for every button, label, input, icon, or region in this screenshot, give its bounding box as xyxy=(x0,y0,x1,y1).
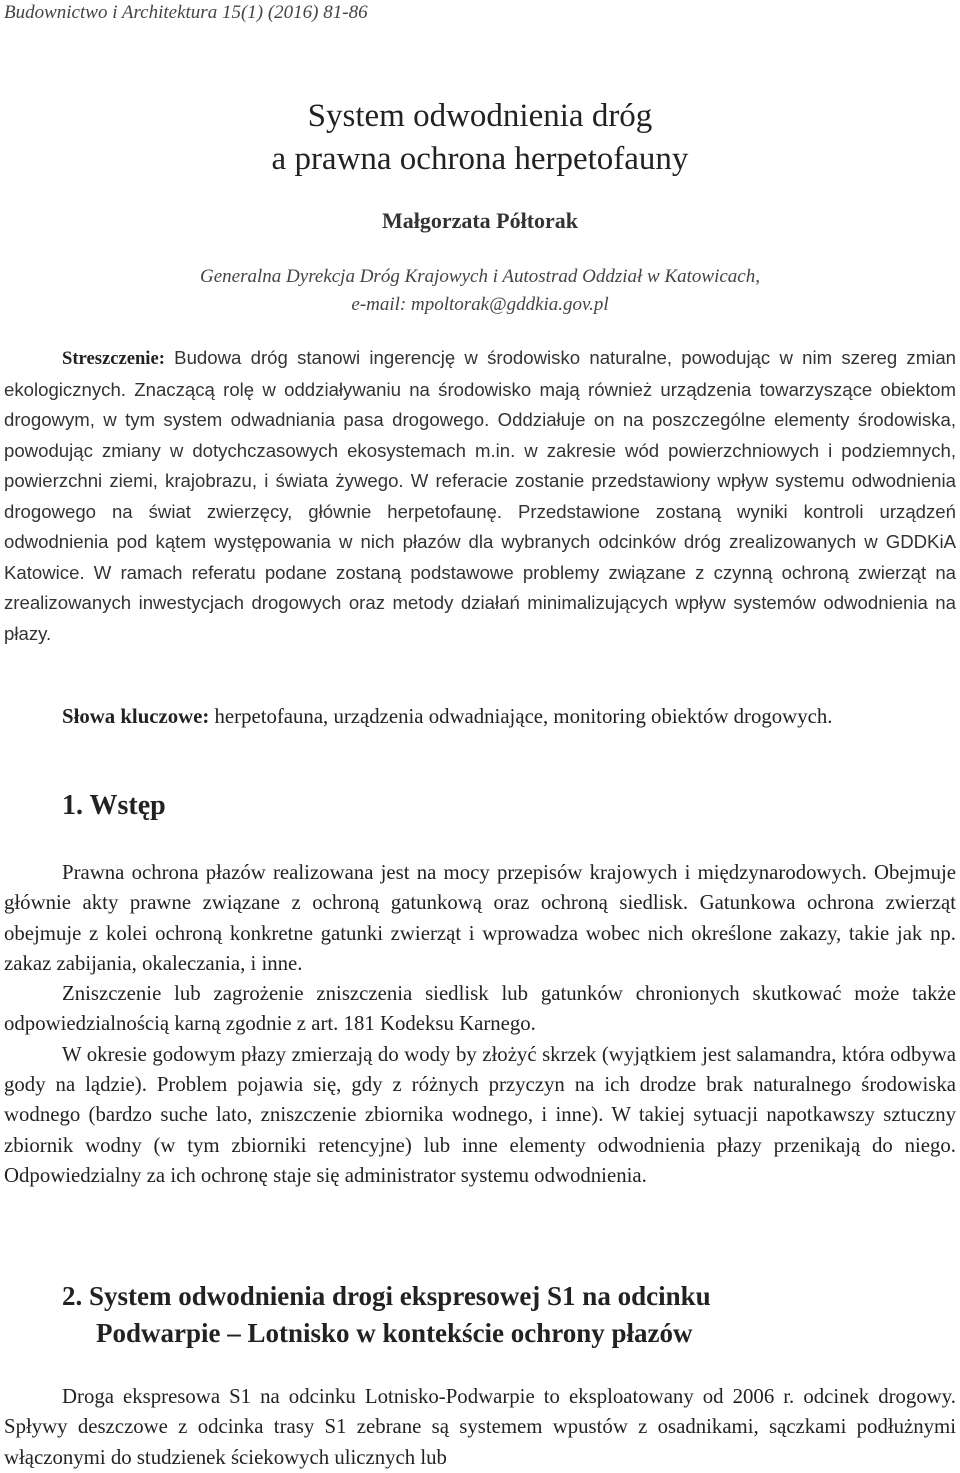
article-title-line-2: a prawna ochrona herpetofauny xyxy=(271,141,689,177)
keywords-text: herpetofauna, urządzenia odwadniające, monitoring obiektów drogowych. xyxy=(214,705,833,728)
section-2-heading-line-2: Podwarpie – Lotnisko w kontekście ochrony płazów xyxy=(96,1318,693,1348)
section-1-paragraph: W okresie godowym płazy zmierzają do wody by złożyć skrzek (wyjątkiem jest salamandra, która odbywa gody na lądzie). Problem pojawia się, gdy z różnych przyczyn na ich drodze brak naturalnego środowiska wodnego (bardzo suche lato, zniszczenie zbiornika wodnego, i inne). W takiej sytuacji napotkawszy sztuczny zbiornik wodny (w tym zbiorniki retencyjne) lub inne elementy odwodnienia płazy przenikają do niego. Odpowiedzialny za ich ochronę staje się administrator systemu odwodnienia. xyxy=(4,1042,956,1187)
abstract-text: Budowa dróg stanowi ingerencję w środowisko naturalne, powodując w nim szereg zmian ekologicznych. Znaczącą rolę w oddziaływaniu na środowisko mają również urządzenia towarzyszące obiektom drogowym, w tym system odwadniania pasa drogowego. Oddziałuje on na poszczególne elementy środowiska, powodując zmiany w dotychczasowych ekosystemach m.in. w zakresie wód powierzchniowych i podziemnych, powierzchni ziemi, krajobrazu, i świata żywego. W referacie zostanie przedstawiony wpływ systemu odwodnienia drogowego na świat zwierzęcy, głównie herpetofaunę. Przedstawione zostaną wyniki kontroli urządzeń odwodnienia pod kątem występowania w nich płazów dla wybranych odcinków dróg zrealizowanych w GDDKiA Katowice. W ramach referatu podane zostaną podstawowe problemy związane z czynną ochroną zwierząt na zrealizowanych inwestycjach drogowych oraz metody działań minimalizujących wpływ systemów odwodnienia na płazy. xyxy=(4,347,957,644)
section-2-paragraph: Droga ekspresowa S1 na odcinku Lotnisko-Podwarpie to eksploatowany od 2006 r. odcinek drogowy. Spływy deszczowe z odcinka trasy S1 zebrane są systemem wpustów z osadnikami, sączkami podłużnymi włączonymi do studzienek ściekowych ulicznych lub xyxy=(4,1385,956,1469)
section-1-body xyxy=(4,858,956,1191)
author-email: e-mail: mpoltorak@gddkia.gov.pl xyxy=(351,294,609,315)
article-title-line-1: System odwodnienia dróg xyxy=(307,98,653,134)
section-1-heading: 1. Wstęp xyxy=(62,790,166,821)
section-1-paragraph: Prawna ochrona płazów realizowana jest na mocy przepisów krajowych i międzynarodowych. Obejmuje głównie akty prawne związane z ochroną gatunkową oraz ochroną siedlisk. Gatunkowa ochrona zwierząt obejmuje z kolei ochroną konkretne gatunki zwierząt i wprowadza wobec nich określone zakazy, takie jak np. zakaz zabijania, okaleczania, i inne. xyxy=(4,861,956,975)
section-2-heading-line-1: 2. System odwodnienia drogi ekspresowej S1 na odcinku xyxy=(62,1281,711,1311)
section-2-body xyxy=(4,1382,956,1473)
keywords xyxy=(4,702,956,733)
abstract-label: Streszczenie: xyxy=(62,348,165,369)
journal-reference: Budownictwo i Architektura 15(1) (2016) 81-86 xyxy=(4,2,368,23)
abstract xyxy=(4,343,956,649)
affiliation: Generalna Dyrekcja Dróg Krajowych i Autostrad Oddział w Katowicach, xyxy=(200,266,760,287)
author-name: Małgorzata Półtorak xyxy=(381,208,579,233)
section-1-paragraph: Zniszczenie lub zagrożenie zniszczenia siedlisk lub gatunków chronionych skutkować może także odpowiedzialnością karną zgodnie z art. 181 Kodeksu Karnego. xyxy=(4,982,956,1036)
section-2-heading xyxy=(62,1278,711,1352)
keywords-label: Słowa kluczowe: xyxy=(62,705,210,728)
